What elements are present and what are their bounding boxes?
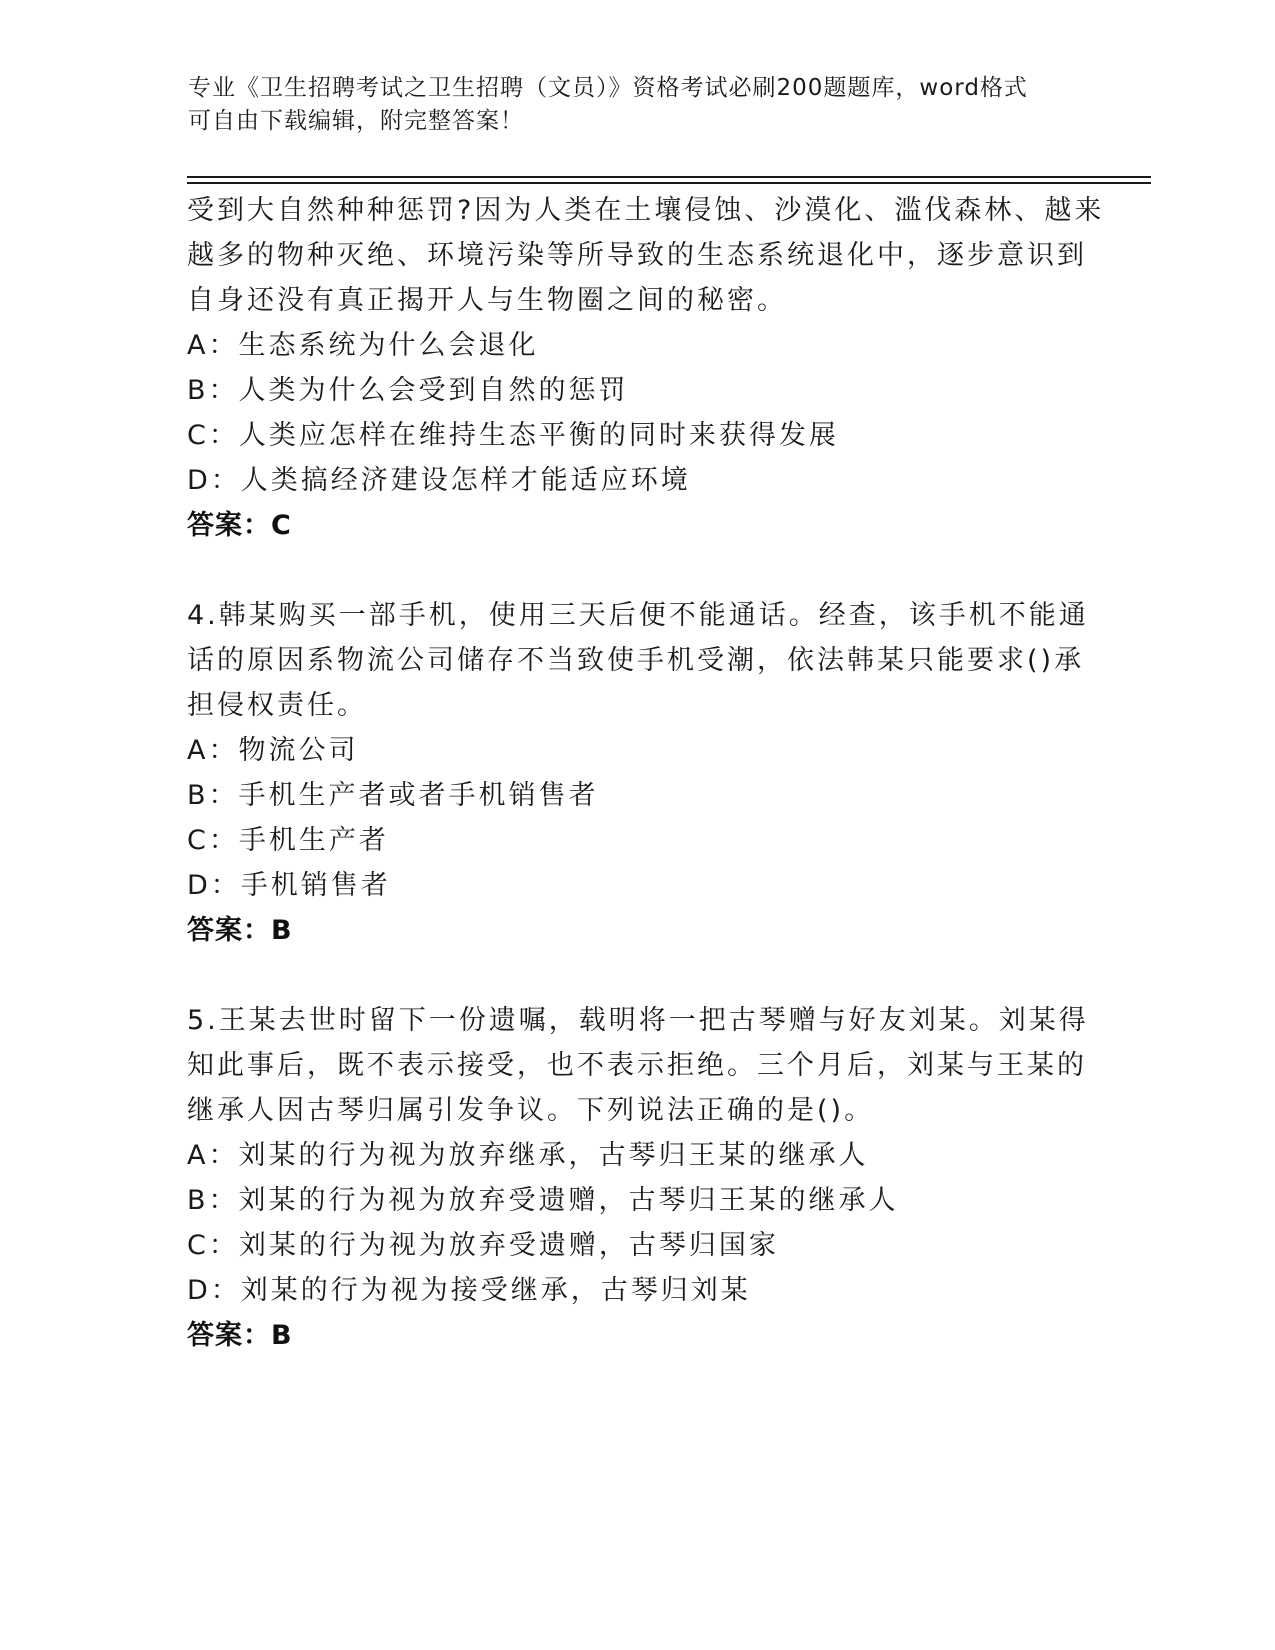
option-d: D：手机销售者 <box>187 870 391 901</box>
option-b: B：手机生产者或者手机销售者 <box>187 780 599 811</box>
answer-line: 答案：B <box>187 1320 293 1351</box>
option-d: D：刘某的行为视为接受继承，古琴归刘某 <box>187 1275 751 1306</box>
question-stem-line: 继承人因古琴归属引发争议。下列说法正确的是()。 <box>187 1095 875 1126</box>
header-title-line-1: 专业《卫生招聘考试之卫生招聘（文员）》资格考试必刷200题题库，word格式 <box>188 75 1028 101</box>
question-stem-line: 担侵权责任。 <box>187 690 367 721</box>
question-stem-line: 5.王某去世时留下一份遗嘱，载明将一把古琴赠与好友刘某。刘某得 <box>187 1005 1089 1036</box>
question-stem-line: 知此事后，既不表示接受，也不表示拒绝。三个月后，刘某与王某的 <box>187 1050 1087 1081</box>
question-item <box>187 998 1147 1358</box>
option-d: D：人类搞经济建设怎样才能适应环境 <box>187 465 691 496</box>
page-header <box>188 72 1068 138</box>
question-spacer <box>187 953 1147 998</box>
option-b: B：刘某的行为视为放弃受遗赠，古琴归王某的继承人 <box>187 1185 899 1216</box>
option-c: C：人类应怎样在维持生态平衡的同时来获得发展 <box>187 420 839 451</box>
option-c: C：刘某的行为视为放弃受遗赠，古琴归国家 <box>187 1230 779 1261</box>
option-a: A：生态系统为什么会退化 <box>187 330 539 361</box>
header-divider-top <box>187 176 1151 178</box>
question-stem-line: 话的原因系物流公司储存不当致使手机受潮，依法韩某只能要求()承 <box>187 645 1085 676</box>
question-stem-line: 4.韩某购买一部手机，使用三天后便不能通话。经查，该手机不能通 <box>187 600 1089 631</box>
option-b: B：人类为什么会受到自然的惩罚 <box>187 375 629 406</box>
option-c: C：手机生产者 <box>187 825 389 856</box>
question-stem-line: 受到大自然种种惩罚?因为人类在土壤侵蚀、沙漠化、滥伐森林、越来 <box>187 195 1105 226</box>
header-title-line-2: 可自由下载编辑，附完整答案！ <box>188 108 524 134</box>
answer-line: 答案：B <box>187 915 293 946</box>
question-stem-line: 越多的物种灭绝、环境污染等所导致的生态系统退化中，逐步意识到 <box>187 240 1087 271</box>
answer-line: 答案：C <box>187 510 292 541</box>
question-spacer <box>187 548 1147 593</box>
question-stem-line: 自身还没有真正揭开人与生物圈之间的秘密。 <box>187 285 787 316</box>
question-item <box>187 593 1147 953</box>
question-list <box>187 188 1147 1358</box>
question-item <box>187 188 1147 548</box>
header-divider-bottom <box>187 182 1151 184</box>
option-a: A：刘某的行为视为放弃继承，古琴归王某的继承人 <box>187 1140 869 1171</box>
option-a: A：物流公司 <box>187 735 359 766</box>
